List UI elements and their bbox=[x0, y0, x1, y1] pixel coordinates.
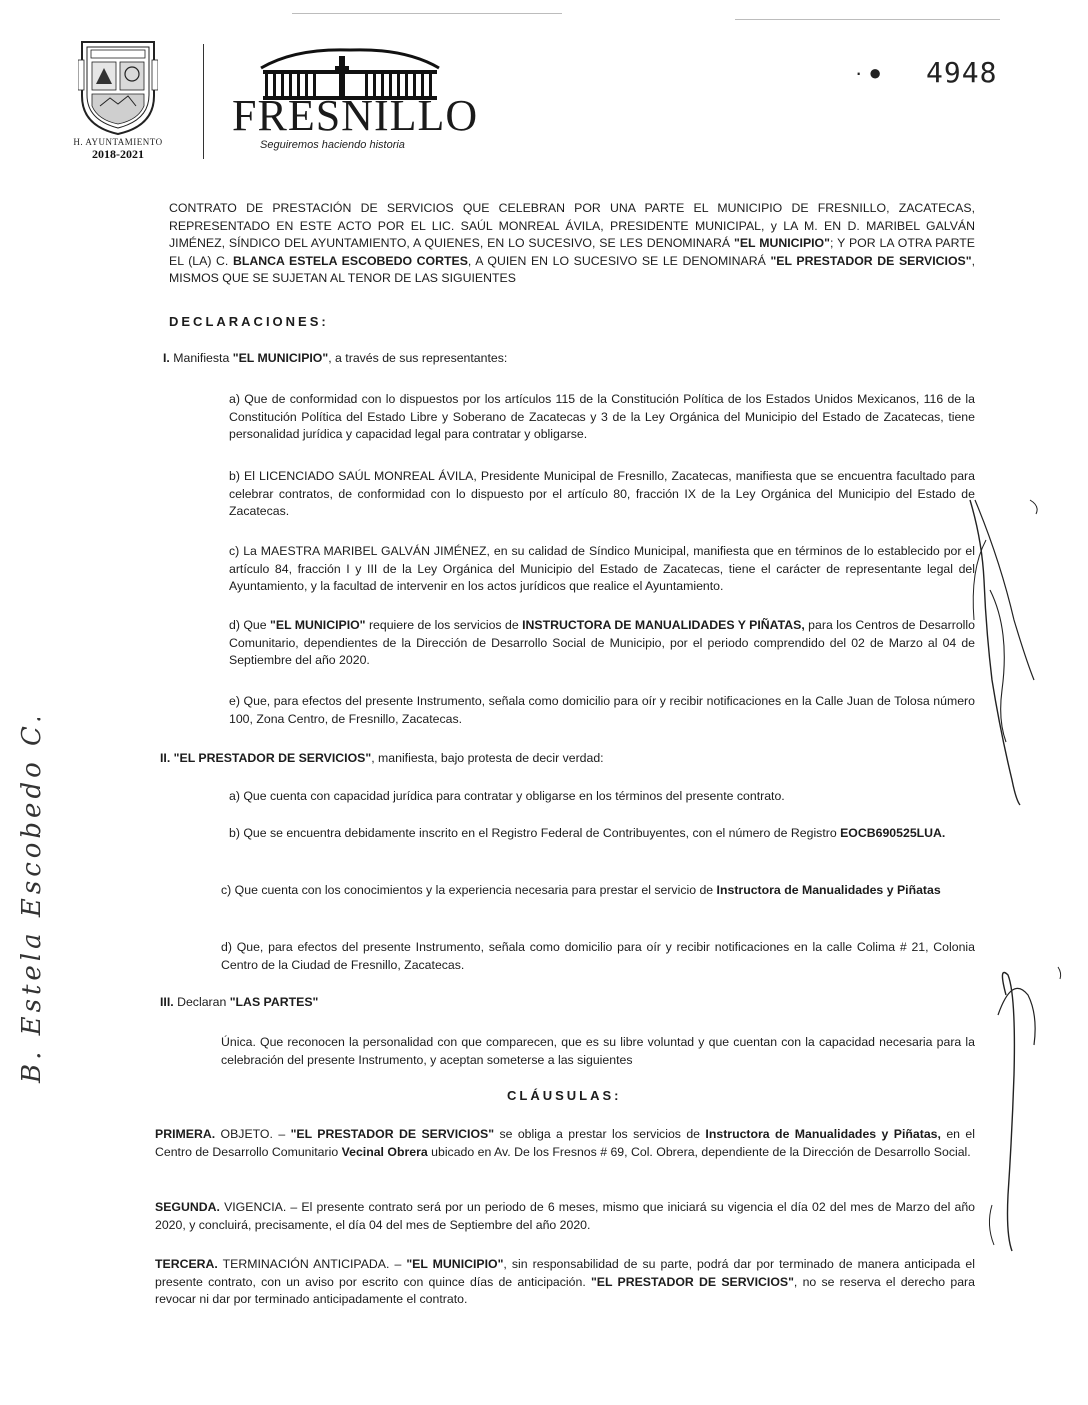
initials-mark bbox=[968, 955, 1068, 1255]
declaration-ii-a: a) Que cuenta con capacidad jurídica para contratar y obligarse en los términos del presente contrato. bbox=[229, 789, 785, 803]
clause-tercera bbox=[155, 1256, 975, 1309]
declaration-i-e: e) Que, para efectos del presente Instrumento, señala como domicilio para oír y recibir notificaciones en la Calle Juan de Tolosa número 100, Zona Centro, de Fresnillo, Zacatecas. bbox=[229, 694, 975, 726]
clause-tercera-post: , no se reserva el derecho para revocar ni dar por terminado anticipadamente el contrato. bbox=[155, 1274, 975, 1306]
clause-primera-mid2: en el Centro de Desarrollo Comunitario bbox=[155, 1127, 975, 1159]
section-i bbox=[163, 350, 507, 367]
section-ii-num: II. bbox=[160, 751, 171, 765]
clausulas-heading: CLÁUSULAS: bbox=[507, 1088, 622, 1103]
rfc-number: EOCB690525LUA. bbox=[840, 826, 946, 840]
section-ii-bold: "EL PRESTADOR DE SERVICIOS" bbox=[170, 751, 372, 765]
intro-text-4: , MISMOS QUE SE SUJETAN AL TENOR DE LAS SIGUIENTES bbox=[169, 253, 975, 285]
decl-ii-c-service: Instructora de Manualidades y Piñatas bbox=[716, 883, 941, 897]
clause-tercera-municipio: "EL MUNICIPIO" bbox=[406, 1257, 504, 1271]
scan-line bbox=[735, 19, 1000, 20]
decl-ii-c-pre: c) Que cuenta con los conocimientos y la experiencia necesaria para prestar el servicio de bbox=[221, 883, 717, 897]
section-ii-post: , manifiesta, bajo protesta de decir verdad: bbox=[371, 751, 604, 765]
ayuntamiento-label bbox=[58, 137, 178, 162]
ayuntamiento-title: H. AYUNTAMIENTO bbox=[73, 137, 163, 147]
municipal-seal-icon bbox=[78, 34, 158, 136]
declaration-ii-b bbox=[229, 825, 975, 843]
signature-mark bbox=[930, 480, 1050, 810]
intro-text-3: , A QUIEN EN LO SUCESIVO SE LE DENOMINARÁ bbox=[467, 253, 771, 268]
section-i-bold: "EL MUNICIPIO" bbox=[232, 351, 329, 365]
section-ii bbox=[160, 750, 604, 767]
clause-segunda-label: SEGUNDA. bbox=[155, 1200, 220, 1214]
intro-municipio: "EL MUNICIPIO" bbox=[734, 236, 830, 250]
declaration-unica: Única. Que reconocen la personalidad con que comparecen, que es su libre voluntad y que cuentan con la capacidad necesaria para la celebración del presente Instrumento, y aceptan someterse a las siguientes bbox=[221, 1035, 975, 1067]
intro-text-1: CONTRATO DE PRESTACIÓN DE SERVICIOS QUE CELEBRAN POR UNA PARTE EL MUNICIPIO DE FRESNILLO, ZACATECAS, REPRESENTADO EN ESTE ACTO POR EL LIC. SAÚL MONREAL ÁVILA, PRESIDENTE MUNICIPAL, y LA M. EN D. MARIBEL GALVÁN JIMÉNEZ, SÍNDICO DEL AYUNTAMIENTO, A QUIENES, EN LO SUCESIVO, SE LES DENOMINARÁ bbox=[169, 201, 975, 250]
declaration-i-d bbox=[229, 617, 975, 670]
section-i-post: , a través de sus representantes: bbox=[328, 351, 508, 365]
decl-d-pre: d) Que bbox=[229, 618, 271, 632]
brand-name: FRESNILLO bbox=[232, 91, 479, 140]
intro-prestador-name: BLANCA ESTELA ESCOBEDO CORTES bbox=[232, 253, 468, 268]
intro-paragraph bbox=[169, 200, 975, 288]
decl-d-post: para los Centros de Desarrollo Comunitario, dependientes de la Dirección de Desarrollo Social de Municipio, por el periodo comprendido del 02 de Marzo al 04 de Septiembre del año 2020. bbox=[229, 618, 975, 667]
clause-primera bbox=[155, 1126, 975, 1161]
clause-segunda-text: VIGENCIA. – El presente contrato será por un periodo de 6 meses, mismo que iniciará su vigencia el día 02 del mes de Marzo del año 2020, y concluirá, precisamente, el día 04 del mes de Septiembre del año 2020. bbox=[155, 1200, 975, 1232]
clause-primera-center: Vecinal Obrera bbox=[341, 1144, 428, 1159]
decl-d-mid: requiere de los servicios de bbox=[365, 618, 523, 632]
section-i-num: I. bbox=[163, 351, 170, 365]
scan-marks: · ● bbox=[855, 60, 882, 85]
document-number: 4948 bbox=[926, 56, 998, 89]
handwritten-margin-name bbox=[12, 718, 52, 1088]
decl-d-municipio: "EL MUNICIPIO" bbox=[270, 618, 366, 632]
clause-tercera-pre: TERMINACIÓN ANTICIPADA. – bbox=[217, 1257, 407, 1271]
ayuntamiento-period: 2018-2021 bbox=[92, 147, 144, 161]
declaration-i-c: c) La MAESTRA MARIBEL GALVÁN JIMÉNEZ, en su calidad de Síndico Municipal, manifiesta que en términos de lo establecido por el artículo 84, fracción I y III de la Ley Orgánica del Municipio del Estado de Zacatecas, tiene el carácter de representante legal del Ayuntamiento, y la facultad de intervenir en los actos jurídicos que realice el Ayuntamiento. bbox=[229, 544, 975, 593]
clause-tercera-mid: , sin responsabilidad de su parte, podrá dar por terminado de manera anticipada el presente contrato, con un aviso por escrito con quince días de anticipación. bbox=[155, 1257, 975, 1289]
section-iii-bold: "LAS PARTES" bbox=[229, 995, 319, 1009]
section-i-pre: Manifiesta bbox=[169, 351, 233, 365]
intro-prestador: "EL PRESTADOR DE SERVICIOS" bbox=[770, 253, 972, 268]
declaraciones-heading: DECLARACIONES: bbox=[169, 314, 329, 329]
clause-primera-pre: OBJETO. – bbox=[215, 1127, 291, 1141]
handwritten-name-text: B. Estela Escobedo C. bbox=[17, 718, 47, 1083]
section-iii bbox=[160, 994, 318, 1011]
clause-primera-mid: se obliga a prestar los servicios de bbox=[494, 1127, 706, 1141]
declaration-i-b: b) El LICENCIADO SAÚL MONREAL ÁVILA, Presidente Municipal de Fresnillo, Zacatecas, manifiesta que se encuentra facultado para celebrar contratos, de conformidad con lo dispuesto por el artículo 80, fracción IX de la Ley Orgánica del Municipio del Estado de Zacatecas. bbox=[229, 469, 975, 518]
clause-segunda bbox=[155, 1199, 975, 1234]
brand-tagline: Seguiremos haciendo historia bbox=[260, 139, 405, 151]
clause-primera-post: ubicado en Av. De los Fresnos # 69, Col. Obrera, dependiente de la Dirección de Desarrollo Social. bbox=[427, 1144, 971, 1159]
declaration-ii-d: d) Que, para efectos del presente Instrumento, señala como domicilio para oír y recibir notificaciones en la calle Colima # 21, Colonia Centro de la Ciudad de Fresnillo, Zacatecas. bbox=[221, 940, 975, 972]
clause-primera-label: PRIMERA. bbox=[155, 1127, 216, 1141]
section-iii-num: III. bbox=[160, 995, 174, 1009]
declaration-ii-c bbox=[221, 882, 975, 900]
clause-tercera-prestador: "EL PRESTADOR DE SERVICIOS" bbox=[590, 1274, 794, 1289]
clause-tercera-label: TERCERA. bbox=[155, 1257, 218, 1271]
decl-ii-b-pre: b) Que se encuentra debidamente inscrito en el Registro Federal de Contribuyentes, con el número de Registro bbox=[229, 826, 841, 840]
clause-primera-service: Instructora de Manualidades y Piñatas, bbox=[705, 1127, 941, 1141]
decl-d-service: INSTRUCTORA DE MANUALIDADES Y PIÑATAS, bbox=[522, 618, 805, 632]
header-divider bbox=[203, 44, 204, 159]
declaration-i-a: a) Que de conformidad con lo dispuestos por los artículos 115 de la Constitución Política de los Estados Unidos Mexicanos, 116 de la Constitución Política del Estado Libre y Soberano de Zacatecas y 3 de la Ley Orgánica del Municipio del Estado de Zacatecas, tiene personalidad jurídica y capacidad legal para contratar y obligarse. bbox=[229, 392, 975, 441]
clause-primera-prestador: "EL PRESTADOR DE SERVICIOS" bbox=[290, 1127, 495, 1141]
intro-text-2: ; Y POR LA OTRA PARTE EL (LA) C. bbox=[169, 236, 976, 268]
scan-line bbox=[292, 13, 562, 14]
section-iii-pre: Declaran bbox=[173, 995, 230, 1009]
